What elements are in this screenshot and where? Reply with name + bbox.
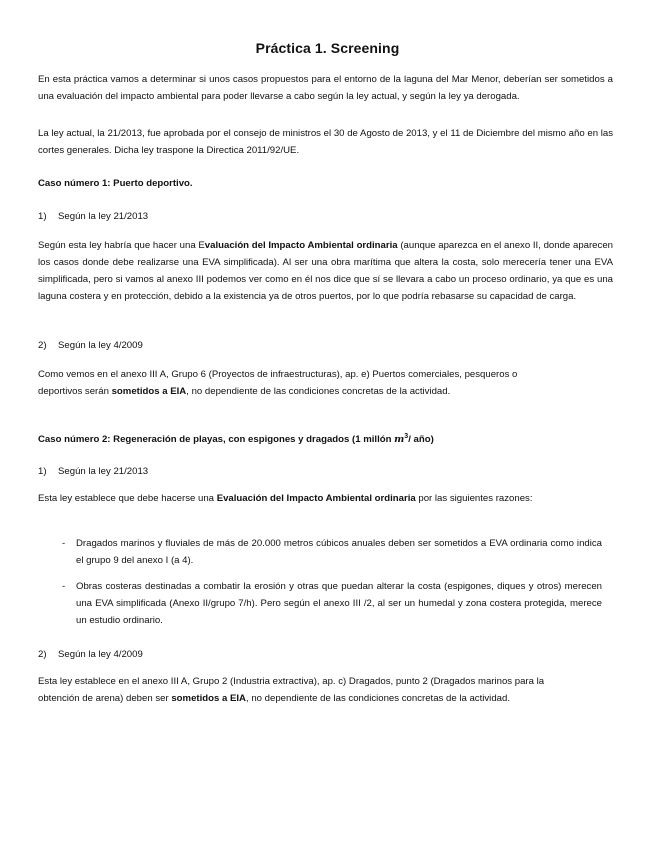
bold-text-run: sometidos a EIA — [171, 693, 246, 704]
case-1-section-1-paragraph — [38, 237, 613, 305]
math-unit: m — [394, 434, 405, 445]
list-item — [62, 578, 602, 629]
bold-text-run: valuación del Impacto Ambiental ordinaria — [204, 240, 398, 251]
text-run: / año) — [408, 434, 434, 445]
case-2-section-2-heading — [38, 646, 613, 663]
case-2-section-1-paragraph — [38, 490, 548, 507]
section-label: Según la ley 4/2009 — [58, 649, 143, 660]
case-2-section-1-heading — [38, 463, 613, 480]
text-run: , no dependiente de las condiciones concretas de la actividad. — [245, 693, 510, 704]
text-run: Caso número 2: Regeneración de playas, con espigones y dragados (1 millón — [38, 434, 395, 445]
list-item-text: Dragados marinos y fluviales de más de 20.000 metros cúbicos anuales deben ser sometidos a EVA ordinaria como indica el grupo 9 del anexo I (a 4). — [76, 538, 602, 566]
text-run: por las siguientes razones: — [415, 493, 533, 504]
section-number: 1) — [38, 466, 47, 477]
case-2-heading — [38, 431, 613, 448]
case-1-section-2-heading — [38, 337, 613, 354]
list-item — [62, 535, 602, 569]
case-2-section-2-paragraph — [38, 673, 558, 707]
text-run: , no dependiente de las condiciones concretas de la actividad. — [186, 386, 451, 397]
section-number: 2) — [38, 649, 47, 660]
section-number: 2) — [38, 340, 47, 351]
section-label: Según la ley 21/2013 — [58, 466, 149, 477]
bold-text-run: sometidos a EIA — [111, 386, 187, 397]
section-number: 1) — [38, 211, 47, 222]
section-label: Según la ley 4/2009 — [58, 340, 143, 351]
page-title: Práctica 1. Screening — [255, 40, 400, 56]
bullet-dash: - — [62, 581, 66, 592]
section-label: Según la ley 21/2013 — [58, 211, 149, 222]
intro-paragraph-1: En esta práctica vamos a determinar si unos casos propuestos para el entorno de la laguna del Mar Menor, deberían ser sometidos a una evaluación del impacto ambiental para poder llevarse a cabo según la ley actual, y según la ley ya derogada. — [38, 74, 613, 102]
superscript: 3 — [404, 432, 409, 440]
list-item-text: Obras costeras destinadas a combatir la erosión y otras que puedan alterar la costa (espigones, diques y otros) merecen una EVA simplificada (Anexo II/grupo 7/h). Pero según el anexo III /2, al ser un humedal y zona costera protegida, merece un estudio ordinario. — [76, 581, 602, 626]
bullet-dash: - — [62, 538, 66, 549]
text-run: Como vemos en el anexo III A, Grupo 6 (Proyectos de infraestructuras), ap. e) Puertos comerciales, pesqueros o deportivos serán — [38, 369, 518, 397]
text-run: Esta ley establece en el anexo III A, Grupo 2 (Industria extractiva), ap. c) Dragados, punto 2 (Dragados marinos para la obtención de arena) deben ser — [38, 676, 545, 704]
intro-paragraph-2: La ley actual, la 21/2013, fue aprobada por el consejo de ministros el 30 de Agosto de 2013, y el 11 de Diciembre del mismo año en las cortes generales. Dicha ley traspone la Directica 2011/92/UE. — [38, 128, 613, 156]
text-run: Esta ley establece que debe hacerse una — [38, 493, 217, 504]
case-1-section-2-paragraph — [38, 366, 518, 400]
text-run: Según esta ley habría que hacer una E — [38, 240, 205, 251]
text-run: (aunque aparezca en el anexo II, donde aparecen los casos donde debe realizarse una EVA simplificada). Al ser una obra marítima que altera la costa, solo merecería tener una EVA simplificada, pero si vamos al anexo III podemos ver como en él nos dice que sí se llevara a cabo un proceso ordinario, ya que es una laguna costera y en protección, debido a la existencia ya de otros puertos, por lo que podría rebasarse su capacidad de carga. — [38, 240, 613, 302]
bold-text-run: Evaluación del Impacto Ambiental ordinaria — [216, 493, 416, 504]
case-1-section-1-heading — [38, 208, 613, 225]
case-1-heading: Caso número 1: Puerto deportivo. — [38, 178, 193, 189]
